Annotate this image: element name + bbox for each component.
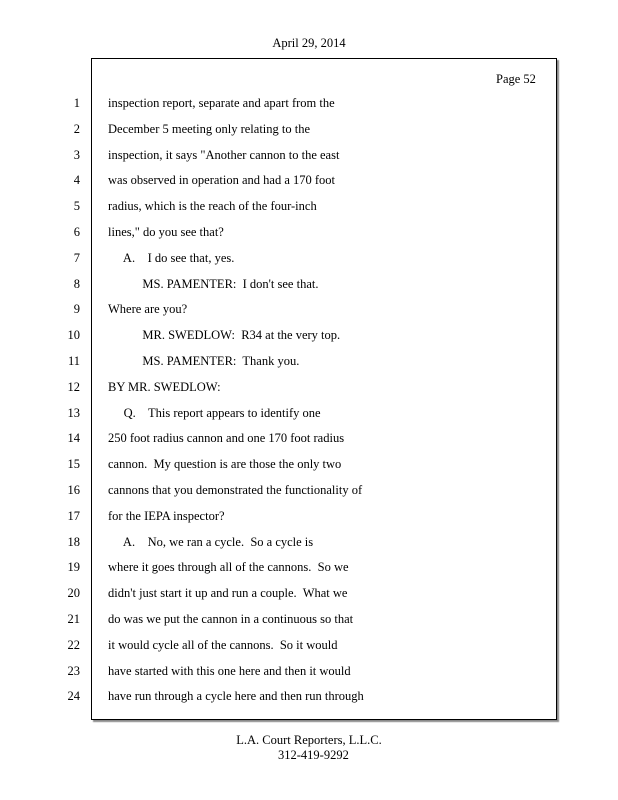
transcript-line — [0, 148, 618, 166]
line-number: 20 — [67, 586, 80, 601]
transcript-line — [0, 225, 618, 243]
line-number: 21 — [67, 612, 80, 626]
transcript-line — [0, 689, 618, 707]
line-text: have started with this one here and then it would — [108, 663, 351, 678]
line-text: MS. PAMENTER: Thank you. — [108, 354, 300, 368]
line-text: radius, which is the reach of the four-inch — [108, 199, 317, 214]
line-number: 1 — [73, 96, 80, 110]
line-text: do was we put the cannon in a continuous so that — [108, 612, 354, 626]
footer-phone: 312-419-9292 — [278, 748, 349, 762]
line-number: 3 — [73, 147, 80, 162]
line-number: 17 — [67, 508, 80, 523]
transcript-line — [0, 483, 618, 501]
transcript-line — [0, 431, 618, 449]
line-text: inspection, it says "Another cannon to the east — [108, 147, 340, 162]
line-number: 7 — [73, 250, 80, 265]
transcript-line — [0, 664, 618, 682]
line-number: 2 — [73, 121, 80, 136]
line-number: 19 — [67, 560, 80, 575]
line-number: 16 — [67, 483, 80, 497]
line-number: 24 — [67, 689, 80, 704]
line-number: 14 — [67, 431, 80, 446]
line-number: 8 — [73, 276, 80, 291]
transcript-line — [0, 96, 618, 114]
line-number: 9 — [73, 302, 80, 317]
transcript-line — [0, 457, 618, 475]
line-text: have run through a cycle here and then run through — [108, 689, 364, 704]
line-number: 12 — [67, 379, 80, 394]
transcript-line — [0, 277, 618, 295]
line-text: where it goes through all of the cannons. So we — [108, 560, 349, 575]
transcript-line — [0, 173, 618, 191]
line-text: A. No, we ran a cycle. So a cycle is — [108, 534, 314, 549]
footer-company: L.A. Court Reporters, L.L.C. — [236, 733, 382, 747]
line-text: lines," do you see that? — [108, 225, 224, 239]
transcript-line — [0, 612, 618, 630]
line-number: 10 — [67, 328, 80, 343]
transcript-line — [0, 199, 618, 217]
line-text: cannon. My question is are those the only two — [108, 457, 342, 472]
line-text: was observed in operation and had a 170 foot — [108, 173, 336, 188]
transcript-line — [0, 406, 618, 424]
line-text: Q. This report appears to identify one — [108, 405, 321, 420]
header-date: April 29, 2014 — [272, 36, 346, 50]
transcript-line — [0, 535, 618, 553]
line-number: 18 — [67, 534, 80, 549]
line-text: didn't just start it up and run a couple. What we — [108, 586, 348, 601]
page-number: Page 52 — [496, 72, 536, 86]
line-text: it would cycle all of the cannons. So it would — [108, 637, 338, 652]
transcript-line — [0, 354, 618, 372]
line-text: for the IEPA inspector? — [108, 508, 225, 523]
line-text: inspection report, separate and apart from the — [108, 96, 335, 110]
line-number: 6 — [73, 225, 80, 239]
line-text: MR. SWEDLOW: R34 at the very top. — [108, 328, 341, 343]
transcript-line — [0, 122, 618, 140]
line-number: 23 — [67, 663, 80, 678]
transcript-line — [0, 380, 618, 398]
line-text: December 5 meeting only relating to the — [108, 121, 311, 136]
transcript-line — [0, 560, 618, 578]
transcript-line — [0, 638, 618, 656]
line-number: 5 — [73, 199, 80, 214]
transcript-line — [0, 302, 618, 320]
line-text: BY MR. SWEDLOW: — [108, 379, 221, 394]
line-text: A. I do see that, yes. — [108, 250, 235, 265]
line-number: 4 — [73, 173, 80, 188]
line-number: 13 — [67, 405, 80, 420]
line-number: 11 — [67, 354, 80, 368]
transcript-line — [0, 509, 618, 527]
line-text: MS. PAMENTER: I don't see that. — [108, 276, 319, 291]
transcript-line — [0, 328, 618, 346]
line-number: 22 — [67, 637, 80, 652]
transcript-line — [0, 586, 618, 604]
line-text: cannons that you demonstrated the functionality of — [108, 483, 363, 497]
line-text: Where are you? — [108, 302, 188, 317]
line-number: 15 — [67, 457, 80, 472]
transcript-line — [0, 251, 618, 269]
line-text: 250 foot radius cannon and one 170 foot radius — [108, 431, 345, 446]
